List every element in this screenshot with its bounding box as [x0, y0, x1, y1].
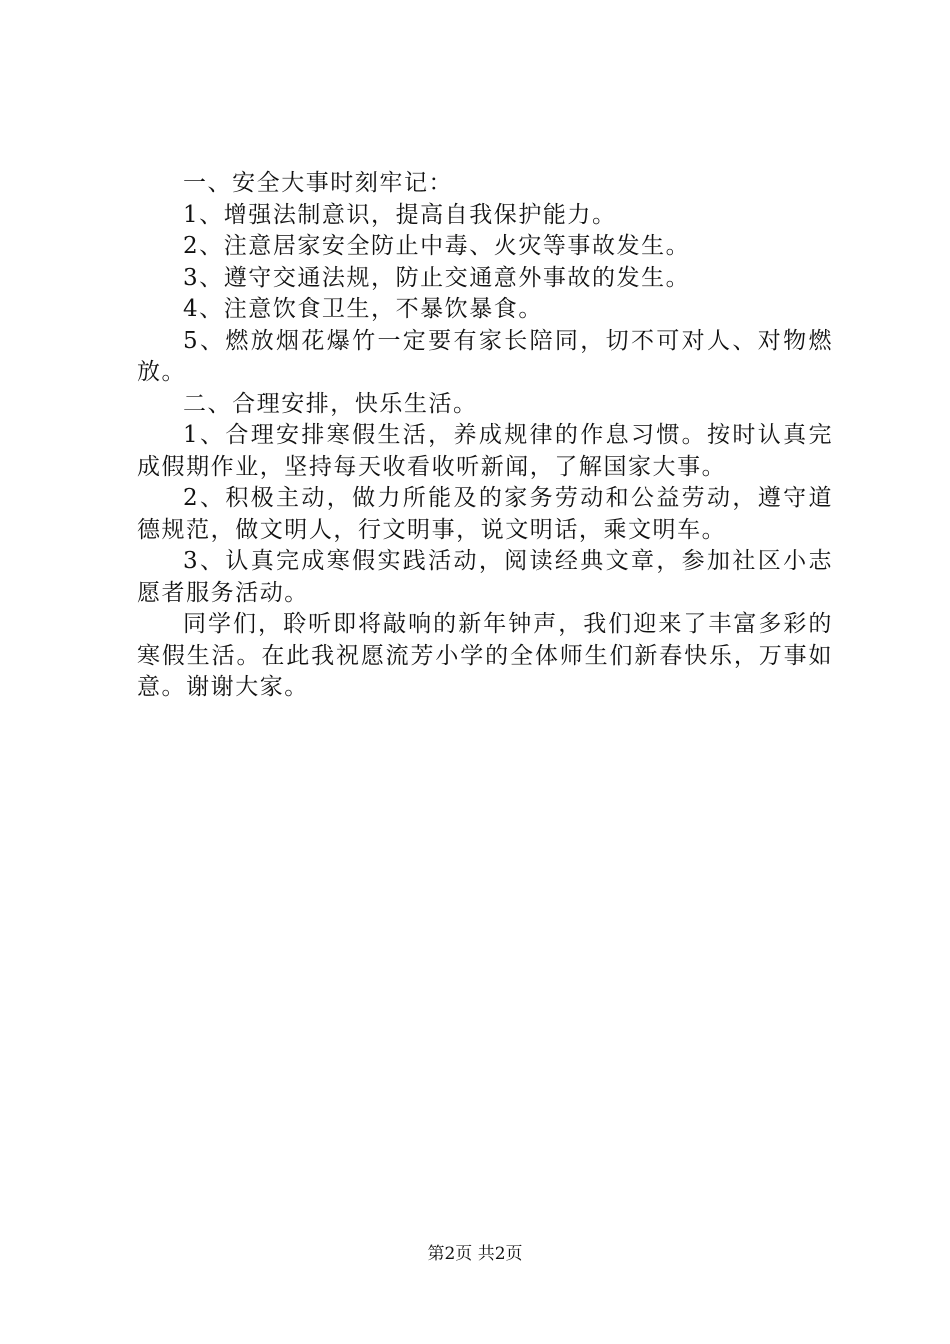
paragraph-item-2-1: 1、合理安排寒假生活，养成规律的作息习惯。按时认真完成假期作业，坚持每天收看收听新闻，了解国家大事。: [137, 422, 833, 480]
paragraph-closing: 同学们，聆听即将敲响的新年钟声，我们迎来了丰富多彩的寒假生活。在此我祝愿流芳小学的全体师生们新春快乐，万事如意。谢谢大家。: [137, 611, 833, 700]
paragraph-item-2-2: 2、积极主动，做力所能及的家务劳动和公益劳动，遵守道德规范，做文明人，行文明事，说文明话，乘文明车。: [137, 485, 833, 543]
document-body: [137, 168, 833, 704]
paragraph-section-1-heading: 一、安全大事时刻牢记：: [183, 170, 454, 196]
paragraph-item-1-3: 3、遵守交通法规，防止交通意外事故的发生。: [183, 264, 691, 291]
page-footer: 第2页 共2页: [427, 1244, 523, 1264]
paragraph-item-1-2: 2、注意居家安全防止中毒、火灾等事故发生。: [183, 233, 691, 259]
paragraph-item-1-1: 1、增强法制意识，提高自我保护能力。: [183, 201, 617, 228]
paragraph-section-2-heading: 二、合理安排，快乐生活。: [183, 390, 478, 417]
paragraph-item-1-5: 5、燃放烟花爆竹一定要有家长陪同，切不可对人、对物燃放。: [137, 327, 833, 385]
paragraph-item-1-4: 4、注意饮食卫生，不暴饮暴食。: [183, 296, 543, 322]
paragraph-item-2-3: 3、认真完成寒假实践活动，阅读经典文章，参加社区小志愿者服务活动。: [137, 548, 833, 606]
